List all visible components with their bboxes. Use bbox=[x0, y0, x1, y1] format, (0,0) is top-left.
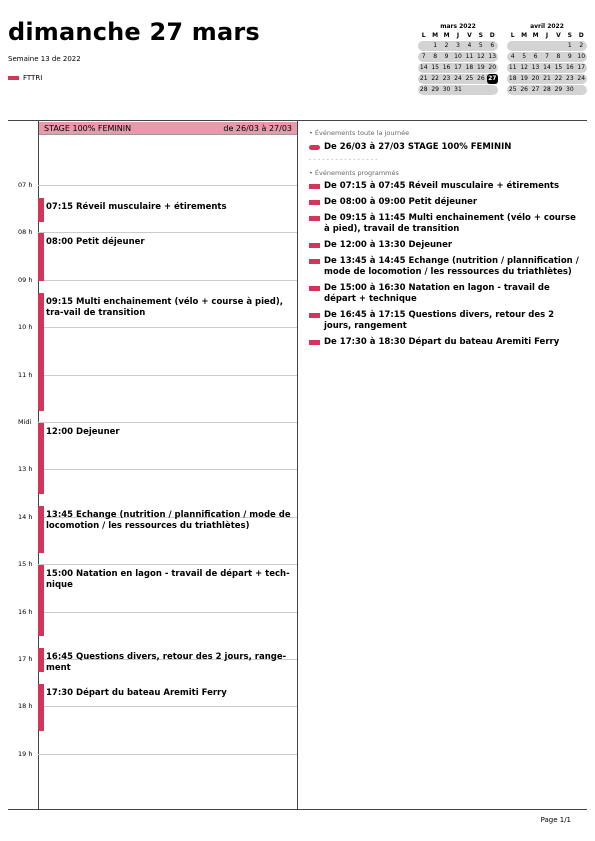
mini-calendar-day[interactable]: 11 bbox=[508, 64, 517, 71]
mini-calendar-day[interactable]: 24 bbox=[577, 75, 586, 82]
mini-calendar-day[interactable]: 14 bbox=[419, 64, 428, 71]
mini-calendar-day[interactable]: 29 bbox=[554, 86, 563, 93]
calendar-color-swatch bbox=[8, 76, 19, 80]
mini-calendar-day[interactable]: 29 bbox=[431, 86, 439, 93]
mini-calendar-day[interactable]: 10 bbox=[454, 53, 462, 60]
allday-list-item[interactable] bbox=[309, 142, 579, 153]
weekday-label: D bbox=[578, 32, 584, 39]
hour-gridline bbox=[38, 185, 297, 186]
mini-calendar-day[interactable]: 28 bbox=[543, 86, 551, 93]
mini-calendar-day[interactable]: 1 bbox=[567, 42, 572, 49]
mini-calendar-week bbox=[418, 85, 498, 95]
week-label: Semaine 13 de 2022 bbox=[8, 55, 81, 63]
event-label[interactable]: 07:15 Réveil musculaire + étirements bbox=[46, 201, 227, 212]
mini-calendar-day[interactable]: 20 bbox=[488, 64, 497, 71]
list-separator: - - - - - - - - - - - - - - - - bbox=[309, 155, 378, 163]
mini-calendar-day[interactable]: 5 bbox=[478, 42, 483, 49]
mini-calendar-day[interactable]: 4 bbox=[510, 53, 515, 60]
page-number: Page 1/1 bbox=[540, 816, 571, 824]
scheduled-list-item[interactable] bbox=[309, 256, 579, 278]
hour-label: 09 h bbox=[18, 275, 33, 284]
event-bar[interactable] bbox=[38, 565, 44, 636]
mini-calendar-today[interactable]: 27 bbox=[488, 75, 497, 82]
scheduled-list-item[interactable] bbox=[309, 283, 579, 305]
mini-calendar-day[interactable]: 2 bbox=[444, 42, 449, 49]
weekday-label: V bbox=[556, 32, 561, 39]
event-label[interactable]: 17:30 Départ du bateau Aremiti Ferry bbox=[46, 687, 227, 698]
hour-gridline bbox=[38, 564, 297, 565]
scheduled-list-item-text: De 16:45 à 17:15 Questions divers, retour des 2 jours, rangement bbox=[324, 310, 555, 331]
scheduled-list-item-text: De 17:30 à 18:30 Départ du bateau Aremiti Ferry bbox=[324, 337, 560, 347]
hour-label: 16 h bbox=[18, 607, 33, 616]
scheduled-heading: • Événements programmés bbox=[309, 169, 399, 177]
event-bar[interactable] bbox=[38, 233, 44, 280]
scheduled-list-item[interactable] bbox=[309, 337, 579, 348]
mini-calendar-day[interactable]: 19 bbox=[477, 64, 485, 71]
mini-calendar-march bbox=[418, 22, 498, 96]
mini-calendar-day[interactable]: 16 bbox=[442, 64, 451, 71]
mini-calendar-day[interactable]: 1 bbox=[433, 42, 438, 49]
event-label[interactable]: 13:45 Echange (nutrition / plannification / mode de locomotion / les ressources du triathlètes) bbox=[46, 509, 291, 531]
event-label[interactable]: 12:00 Dejeuner bbox=[46, 427, 120, 437]
event-color-marker bbox=[309, 216, 320, 221]
hour-label: 08 h bbox=[18, 228, 33, 237]
all-day-event-title: STAGE 100% FEMININ bbox=[44, 123, 132, 133]
mini-calendar-weekdays bbox=[507, 31, 587, 41]
event-label[interactable]: 08:00 Petit déjeuner bbox=[46, 237, 145, 248]
scheduled-list-item-text: De 12:00 à 13:30 Dejeuner bbox=[324, 240, 453, 250]
event-label[interactable]: 16:45 Questions divers, retour des 2 jours, range-ment bbox=[46, 652, 287, 674]
event-color-marker bbox=[309, 259, 320, 264]
mini-calendar-week bbox=[507, 85, 587, 95]
hour-gridline bbox=[38, 612, 297, 613]
mini-calendar-day[interactable]: 20 bbox=[531, 75, 540, 82]
scheduled-list-item-text: De 15:00 à 16:30 Natation en lagon - travail de départ + technique bbox=[324, 283, 550, 304]
hour-label: 11 h bbox=[18, 370, 33, 379]
event-color-marker bbox=[309, 184, 320, 189]
scheduled-list-item[interactable] bbox=[309, 181, 579, 192]
weekday-label: M bbox=[432, 32, 439, 39]
weekday-label: V bbox=[467, 32, 472, 39]
mini-calendar-day[interactable]: 27 bbox=[531, 86, 540, 93]
calendar-name: FTTRI bbox=[23, 74, 43, 82]
weekday-label: L bbox=[510, 32, 515, 39]
hour-gridline bbox=[38, 469, 297, 470]
mini-calendar-week bbox=[418, 52, 498, 62]
hour-label: 18 h bbox=[18, 702, 33, 711]
mini-calendar-day[interactable]: 22 bbox=[431, 75, 439, 82]
hour-label: Midi bbox=[18, 418, 32, 426]
hour-gridline bbox=[38, 422, 297, 423]
event-label[interactable]: 15:00 Natation en lagon - travail de départ + tech-nique bbox=[46, 569, 290, 591]
event-bar[interactable] bbox=[38, 198, 44, 222]
mini-calendar-day[interactable]: 24 bbox=[454, 75, 462, 82]
hour-label: 13 h bbox=[18, 465, 33, 474]
mini-calendar-day[interactable]: 22 bbox=[554, 75, 563, 82]
scheduled-list-item[interactable] bbox=[309, 197, 579, 208]
mini-calendar-day[interactable]: 13 bbox=[531, 64, 540, 71]
mini-calendar-weekdays bbox=[418, 31, 498, 41]
mini-calendar-day[interactable]: 8 bbox=[556, 53, 561, 60]
hour-gridline bbox=[38, 706, 297, 707]
mini-calendar-day[interactable]: 7 bbox=[545, 53, 549, 60]
mini-calendar-week bbox=[507, 74, 587, 84]
hour-gridline bbox=[38, 375, 297, 376]
event-color-marker bbox=[309, 243, 320, 248]
scheduled-list-item[interactable] bbox=[309, 240, 579, 251]
event-bar[interactable] bbox=[38, 648, 44, 672]
hour-gridline bbox=[38, 232, 297, 233]
weekday-label: L bbox=[421, 32, 426, 39]
mini-calendar-day[interactable]: 4 bbox=[467, 42, 472, 49]
mini-calendar-day[interactable]: 21 bbox=[419, 75, 428, 82]
mini-calendar-day[interactable]: 17 bbox=[454, 64, 462, 71]
mini-calendar-day[interactable]: 26 bbox=[477, 75, 485, 82]
mini-calendar-april bbox=[507, 22, 587, 96]
mini-calendar-day[interactable]: 13 bbox=[488, 53, 497, 60]
mini-calendar-day[interactable]: 11 bbox=[465, 53, 474, 60]
weekday-label: J bbox=[545, 32, 549, 39]
hour-label: 19 h bbox=[18, 749, 33, 758]
event-color-marker bbox=[309, 340, 320, 345]
mini-calendar-title: mars 2022 bbox=[440, 23, 476, 30]
mini-calendar-day[interactable]: 30 bbox=[442, 86, 451, 93]
hour-label: 14 h bbox=[18, 512, 33, 521]
weekday-label: J bbox=[456, 32, 460, 39]
scheduled-list-item[interactable] bbox=[309, 310, 579, 332]
scheduled-list-item[interactable] bbox=[309, 213, 579, 235]
weekday-label: S bbox=[567, 32, 572, 39]
mini-calendar-week bbox=[418, 63, 498, 73]
event-color-marker bbox=[309, 313, 320, 318]
scheduled-list-item-text: De 08:00 à 09:00 Petit déjeuner bbox=[324, 197, 478, 207]
hour-gridline bbox=[38, 280, 297, 281]
mini-calendar-day[interactable]: 23 bbox=[566, 75, 574, 82]
mini-calendar-day[interactable]: 28 bbox=[419, 86, 428, 93]
allday-heading: • Événements toute la journée bbox=[309, 129, 410, 137]
hour-label: 10 h bbox=[18, 323, 33, 332]
mini-calendar-day[interactable]: 21 bbox=[543, 75, 551, 82]
scheduled-list-item-text: De 07:15 à 07:45 Réveil musculaire + étirements bbox=[324, 181, 560, 191]
mini-calendar-day[interactable]: 15 bbox=[431, 64, 439, 71]
hour-label: 17 h bbox=[18, 655, 33, 663]
mini-calendar-week bbox=[507, 63, 587, 73]
mini-calendar-title: avril 2022 bbox=[530, 23, 564, 30]
mini-calendar-day[interactable]: 12 bbox=[477, 53, 485, 60]
scheduled-list-item-text: De 09:15 à 11:45 Multi enchainement (vélo + course à pied), travail de transition bbox=[324, 213, 576, 234]
mini-calendar-day[interactable]: 26 bbox=[520, 86, 528, 93]
scheduled-list-item-text: De 13:45 à 14:45 Echange (nutrition / plannification / mode de locomotion / les ressources du triathlètes) bbox=[324, 256, 579, 277]
event-bar[interactable] bbox=[38, 293, 44, 412]
mini-calendar-day[interactable]: 9 bbox=[444, 53, 449, 60]
mini-calendar-day[interactable]: 30 bbox=[566, 86, 574, 93]
weekday-label: M bbox=[521, 32, 528, 39]
event-color-marker bbox=[309, 200, 320, 205]
hour-label: 07 h bbox=[18, 181, 33, 189]
mini-calendar-day[interactable]: 17 bbox=[577, 64, 586, 71]
mini-calendar-week bbox=[418, 41, 498, 51]
mini-calendar-day[interactable]: 31 bbox=[454, 86, 462, 93]
mini-calendar-day[interactable]: 2 bbox=[579, 42, 584, 49]
event-color-marker bbox=[309, 286, 320, 291]
weekday-label: M bbox=[443, 32, 450, 39]
event-bar[interactable] bbox=[38, 506, 44, 553]
event-bar[interactable] bbox=[38, 423, 44, 494]
mini-calendar-day[interactable]: 25 bbox=[465, 75, 474, 82]
all-day-event-range: de 26/03 à 27/03 bbox=[223, 123, 292, 133]
mini-calendar-day[interactable]: 5 bbox=[522, 53, 527, 60]
allday-list-item-text: De 26/03 à 27/03 STAGE 100% FEMININ bbox=[324, 142, 512, 152]
mini-calendar-day[interactable]: 18 bbox=[465, 64, 474, 71]
mini-calendar-day[interactable]: 6 bbox=[533, 53, 538, 60]
mini-calendar-day[interactable]: 7 bbox=[421, 53, 426, 60]
mini-calendar-day[interactable]: 16 bbox=[566, 64, 574, 71]
event-bar[interactable] bbox=[38, 684, 44, 731]
mini-calendar-day[interactable]: 15 bbox=[554, 64, 563, 71]
mini-calendar-day[interactable]: 6 bbox=[490, 42, 495, 49]
hour-gridline bbox=[38, 327, 297, 328]
mini-calendar-day[interactable]: 14 bbox=[543, 64, 551, 71]
calendar-legend bbox=[8, 74, 42, 82]
hour-label: 15 h bbox=[18, 560, 33, 569]
mini-calendar-day[interactable]: 25 bbox=[508, 86, 517, 93]
mini-calendar-day[interactable]: 19 bbox=[520, 75, 528, 82]
all-day-event-banner[interactable] bbox=[39, 122, 297, 135]
mini-calendar-day[interactable]: 23 bbox=[442, 75, 451, 82]
page-title: dimanche 27 mars bbox=[8, 18, 260, 46]
weekday-label: S bbox=[478, 32, 483, 39]
event-label[interactable]: 09:15 Multi enchainement (vélo + course à pied), tra-vail de transition bbox=[46, 296, 283, 318]
mini-calendar-week bbox=[418, 74, 498, 84]
mini-calendar-week bbox=[507, 52, 587, 62]
hour-gridline bbox=[38, 754, 297, 755]
mini-calendar-day[interactable]: 12 bbox=[520, 64, 528, 71]
mini-calendar-day[interactable]: 9 bbox=[567, 53, 572, 60]
weekday-label: D bbox=[489, 32, 495, 39]
mini-calendar-day[interactable]: 18 bbox=[508, 75, 517, 82]
weekday-label: M bbox=[532, 32, 539, 39]
mini-calendar-day[interactable]: 3 bbox=[456, 42, 460, 49]
mini-calendar-day[interactable]: 10 bbox=[577, 53, 586, 60]
mini-calendar-day[interactable]: 8 bbox=[433, 53, 438, 60]
day-column-right-border bbox=[297, 120, 298, 810]
mini-calendar-week bbox=[507, 41, 587, 51]
event-color-marker bbox=[309, 145, 320, 150]
